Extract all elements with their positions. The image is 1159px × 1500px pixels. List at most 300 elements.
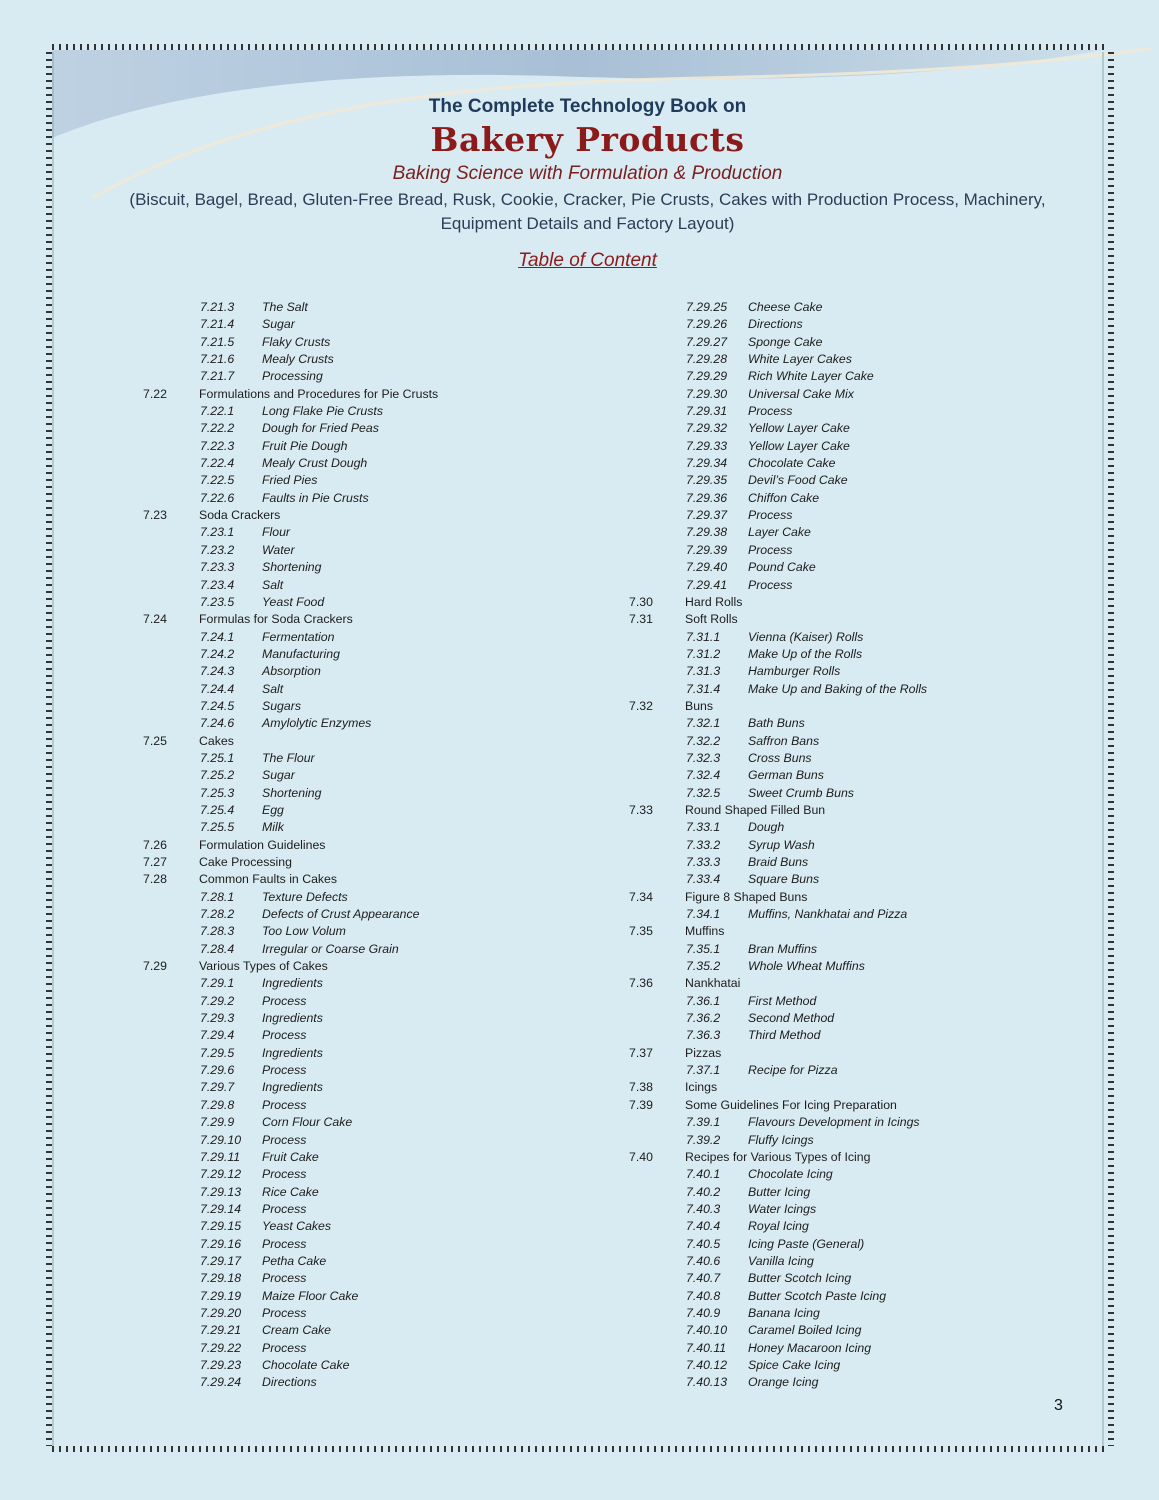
toc-entry-number: 7.29.19 bbox=[200, 1288, 242, 1303]
toc-entry-number: 7.29.18 bbox=[200, 1271, 242, 1286]
toc-entry-number: 7.21.7 bbox=[200, 369, 235, 384]
toc-entry bbox=[629, 1062, 1149, 1079]
toc-entry bbox=[143, 1218, 663, 1235]
toc-entry-number: 7.24.1 bbox=[200, 629, 235, 644]
toc-entry-label: Various Types of Cakes bbox=[199, 959, 328, 974]
toc-entry bbox=[143, 1253, 663, 1270]
toc-entry-number: 7.32.5 bbox=[686, 785, 721, 800]
toc-entry bbox=[143, 316, 663, 333]
toc-entry bbox=[143, 733, 663, 750]
toc-entry-number: 7.29 bbox=[143, 959, 167, 974]
toc-entry-label: Shortening bbox=[262, 560, 322, 575]
toc-entry bbox=[143, 993, 663, 1010]
toc-entry-label: Soft Rolls bbox=[685, 612, 738, 627]
toc-entry-label: Soda Crackers bbox=[199, 508, 281, 523]
toc-entry-label: Cake Processing bbox=[199, 855, 292, 869]
toc-entry-label: Butter Icing bbox=[748, 1184, 811, 1199]
toc-entry-label: The Salt bbox=[262, 300, 308, 314]
toc-entry-number: 7.29.27 bbox=[686, 334, 728, 349]
toc-left-column bbox=[143, 299, 663, 1392]
toc-entry-number: 7.29.30 bbox=[686, 386, 728, 401]
toc-entry bbox=[143, 490, 663, 507]
toc-entry-number: 7.31.2 bbox=[686, 646, 721, 661]
toc-entry-number: 7.29.11 bbox=[200, 1149, 241, 1164]
toc-entry-number: 7.31.3 bbox=[686, 664, 721, 679]
toc-entry-number: 7.36.3 bbox=[686, 1028, 721, 1043]
toc-entry-label: Chocolate Cake bbox=[262, 1357, 350, 1372]
toc-entry bbox=[143, 524, 663, 541]
toc-entry-label: Universal Cake Mix bbox=[748, 386, 854, 401]
toc-entry-label: Chocolate Cake bbox=[748, 456, 836, 471]
toc-entry-number: 7.29.38 bbox=[686, 525, 728, 540]
toc-entry-number: 7.40.2 bbox=[686, 1184, 721, 1199]
toc-entry bbox=[143, 958, 663, 975]
toc-entry-number: 7.40.5 bbox=[686, 1236, 721, 1251]
toc-entry-label: Manufacturing bbox=[262, 646, 340, 661]
toc-entry-number: 7.29.41 bbox=[686, 577, 728, 592]
toc-entry-label: Ingredients bbox=[262, 976, 323, 991]
toc-entry-label: Icing Paste (General) bbox=[748, 1236, 865, 1251]
toc-entry bbox=[143, 1097, 663, 1114]
toc-entry-label: Too Low Volum bbox=[262, 924, 346, 939]
toc-entry-label: Devil’s Food Cake bbox=[748, 473, 848, 488]
toc-entry bbox=[629, 1010, 1149, 1027]
toc-entry-label: Pizzas bbox=[685, 1045, 722, 1060]
toc-entry-number: 7.22.1 bbox=[200, 404, 235, 419]
toc-entry-label: Cheese Cake bbox=[748, 300, 823, 314]
toc-entry-label: Recipe for Pizza bbox=[748, 1063, 838, 1078]
toc-entry bbox=[629, 1374, 1149, 1391]
toc-entry bbox=[629, 715, 1149, 732]
book-series-title: The Complete Technology Book on bbox=[428, 96, 747, 117]
toc-entry-number: 7.36.1 bbox=[686, 993, 721, 1008]
toc-entry-label: Cross Buns bbox=[748, 750, 812, 765]
toc-entry-number: 7.31.1 bbox=[686, 629, 721, 644]
toc-entry-number: 7.21.5 bbox=[200, 334, 235, 349]
toc-entry bbox=[143, 420, 663, 437]
toc-heading: Table of Content bbox=[518, 250, 657, 271]
toc-entry bbox=[143, 542, 663, 559]
toc-entry-number: 7.25.3 bbox=[200, 785, 235, 800]
toc-entry-number: 7.29.20 bbox=[200, 1305, 242, 1320]
toc-entry bbox=[143, 1149, 663, 1166]
toc-entry bbox=[143, 1322, 663, 1339]
toc-entry bbox=[143, 767, 663, 784]
toc-entry-number: 7.23.4 bbox=[200, 577, 235, 592]
toc-entry-label: Directions bbox=[748, 317, 803, 332]
toc-entry-number: 7.40 bbox=[629, 1149, 653, 1164]
page-border-top bbox=[52, 44, 1104, 50]
toc-entry-number: 7.22.3 bbox=[200, 438, 235, 453]
toc-entry-number: 7.24.4 bbox=[200, 681, 235, 696]
toc-entry bbox=[143, 819, 663, 836]
toc-entry-number: 7.22 bbox=[143, 386, 167, 401]
toc-entry-number: 7.29.28 bbox=[686, 352, 728, 367]
toc-entry bbox=[629, 334, 1149, 351]
toc-entry-label: Process bbox=[748, 542, 793, 557]
toc-entry-number: 7.29.7 bbox=[200, 1080, 235, 1095]
toc-entry bbox=[143, 1201, 663, 1218]
toc-entry-number: 7.40.7 bbox=[686, 1271, 721, 1286]
toc-entry-label: Cakes bbox=[199, 733, 234, 748]
toc-entry-label: Figure 8 Shaped Buns bbox=[685, 889, 808, 904]
toc-entry bbox=[629, 438, 1149, 455]
toc-entry-label: First Method bbox=[748, 993, 817, 1008]
toc-entry-label: Salt bbox=[262, 681, 284, 696]
toc-entry-label: Petha Cake bbox=[262, 1253, 327, 1268]
toc-entry bbox=[629, 802, 1149, 819]
toc-entry bbox=[143, 1010, 663, 1027]
toc-entry bbox=[629, 1045, 1149, 1062]
toc-entry-number: 7.36 bbox=[629, 976, 653, 991]
toc-entry bbox=[629, 455, 1149, 472]
toc-entry-label: Process bbox=[262, 1271, 307, 1286]
book-subtitle: Baking Science with Formulation & Production bbox=[392, 163, 783, 184]
toc-entry-label: The Flour bbox=[262, 750, 315, 765]
toc-entry bbox=[143, 559, 663, 576]
toc-entry bbox=[629, 1166, 1149, 1183]
toc-entry-number: 7.28.4 bbox=[200, 941, 235, 956]
toc-entry-number: 7.33 bbox=[629, 802, 653, 817]
toc-entry-label: Formulation Guidelines bbox=[199, 837, 326, 852]
toc-entry-number: 7.32.3 bbox=[686, 750, 721, 765]
toc-entry-number: 7.29.8 bbox=[200, 1097, 235, 1112]
toc-entry-number: 7.34 bbox=[629, 889, 653, 904]
toc-entry bbox=[143, 472, 663, 489]
toc-entry bbox=[629, 542, 1149, 559]
toc-entry-number: 7.32.1 bbox=[686, 716, 721, 731]
toc-entry bbox=[629, 1184, 1149, 1201]
toc-entry-label: Amylolytic Enzymes bbox=[262, 716, 372, 731]
toc-entry-label: Chiffon Cake bbox=[748, 490, 820, 505]
toc-entry-number: 7.40.13 bbox=[686, 1375, 728, 1390]
toc-entry bbox=[629, 507, 1149, 524]
toc-entry bbox=[629, 750, 1149, 767]
toc-entry-number: 7.29.16 bbox=[200, 1236, 242, 1251]
toc-entry-label: Directions bbox=[262, 1375, 317, 1390]
page-border-bottom bbox=[52, 1446, 1104, 1452]
toc-entry-number: 7.22.4 bbox=[200, 456, 235, 471]
toc-entry-number: 7.28 bbox=[143, 872, 167, 887]
toc-entry-label: Vienna (Kaiser) Rolls bbox=[748, 629, 864, 644]
toc-entry bbox=[629, 923, 1149, 940]
toc-entry-number: 7.23.5 bbox=[200, 594, 235, 609]
toc-entry-number: 7.29.37 bbox=[686, 508, 728, 523]
toc-entry bbox=[143, 750, 663, 767]
toc-entry-label: Process bbox=[262, 1201, 307, 1216]
toc-entry-label: Bran Muffins bbox=[748, 941, 818, 956]
toc-entry-label: Process bbox=[262, 993, 307, 1008]
toc-entry-number: 7.33.4 bbox=[686, 872, 721, 887]
toc-entry-label: Recipes for Various Types of Icing bbox=[685, 1149, 871, 1164]
toc-entry-label: Process bbox=[262, 1305, 307, 1320]
toc-entry bbox=[629, 941, 1149, 958]
toc-entry bbox=[143, 1045, 663, 1062]
toc-entry-label: Water Icings bbox=[748, 1201, 817, 1216]
toc-entry-label: Flour bbox=[262, 525, 291, 540]
toc-entry bbox=[629, 594, 1149, 611]
toc-entry-number: 7.32 bbox=[629, 698, 653, 713]
toc-entry bbox=[629, 993, 1149, 1010]
toc-entry bbox=[629, 1027, 1149, 1044]
toc-entry bbox=[143, 1305, 663, 1322]
toc-entry-label: Mealy Crusts bbox=[262, 352, 334, 367]
toc-entry bbox=[629, 368, 1149, 385]
toc-entry bbox=[629, 785, 1149, 802]
toc-entry-label: Process bbox=[262, 1167, 307, 1182]
toc-entry-number: 7.25.4 bbox=[200, 802, 235, 817]
toc-entry-label: Sugar bbox=[262, 317, 295, 332]
toc-entry bbox=[143, 698, 663, 715]
toc-entry-number: 7.29.34 bbox=[686, 456, 728, 471]
toc-entry-number: 7.35.1 bbox=[686, 941, 721, 956]
toc-entry-number: 7.25.1 bbox=[200, 750, 235, 765]
toc-entry-label: Honey Macaroon Icing bbox=[748, 1340, 872, 1355]
toc-entry-number: 7.29.35 bbox=[686, 473, 728, 488]
toc-entry bbox=[143, 923, 663, 940]
toc-entry-label: Ingredients bbox=[262, 1080, 323, 1095]
toc-entry bbox=[629, 611, 1149, 628]
toc-entry bbox=[143, 334, 663, 351]
toc-entry-number: 7.39.2 bbox=[686, 1132, 721, 1147]
toc-entry bbox=[629, 854, 1149, 871]
toc-entry-number: 7.29.9 bbox=[200, 1115, 235, 1130]
toc-entry-label: Icings bbox=[685, 1080, 718, 1095]
toc-entry-label: Cream Cake bbox=[262, 1323, 332, 1338]
toc-entry-label: Butter Scotch Paste Icing bbox=[748, 1288, 887, 1303]
toc-entry-label: Sponge Cake bbox=[748, 334, 823, 349]
toc-entry-number: 7.25.2 bbox=[200, 768, 235, 783]
toc-entry-label: Irregular or Coarse Grain bbox=[262, 941, 399, 956]
toc-entry bbox=[629, 1097, 1149, 1114]
toc-entry-number: 7.40.3 bbox=[686, 1201, 721, 1216]
toc-entry-label: Yellow Layer Cake bbox=[748, 438, 850, 453]
toc-entry-label: Make Up of the Rolls bbox=[748, 646, 863, 661]
toc-entry-label: Buns bbox=[685, 698, 714, 713]
toc-entry-number: 7.28.3 bbox=[200, 924, 235, 939]
toc-entry-number: 7.40.11 bbox=[686, 1340, 727, 1355]
toc-entry-number: 7.37.1 bbox=[686, 1063, 721, 1078]
toc-entry-label: Process bbox=[262, 1340, 307, 1355]
toc-entry-number: 7.29.10 bbox=[200, 1132, 242, 1147]
toc-entry-number: 7.29.24 bbox=[200, 1375, 242, 1390]
toc-entry-label: Flaky Crusts bbox=[262, 334, 331, 349]
toc-entry-label: Process bbox=[262, 1132, 307, 1147]
toc-entry-label: Process bbox=[262, 1236, 307, 1251]
toc-entry bbox=[629, 958, 1149, 975]
toc-entry-label: Ingredients bbox=[262, 1011, 323, 1026]
toc-entry bbox=[629, 316, 1149, 333]
toc-entry bbox=[629, 559, 1149, 576]
toc-entry bbox=[143, 854, 663, 871]
toc-entry-number: 7.22.2 bbox=[200, 421, 235, 436]
toc-entry-label: Process bbox=[262, 1097, 307, 1112]
toc-entry bbox=[143, 681, 663, 698]
toc-entry bbox=[629, 403, 1149, 420]
toc-entry bbox=[629, 629, 1149, 646]
toc-entry-label: Make Up and Baking of the Rolls bbox=[748, 681, 928, 696]
toc-entry bbox=[143, 1027, 663, 1044]
toc-entry-label: Common Faults in Cakes bbox=[199, 872, 338, 887]
toc-entry-label: Round Shaped Filled Bun bbox=[685, 802, 826, 817]
toc-entry bbox=[629, 1253, 1149, 1270]
toc-entry-label: Chocolate Icing bbox=[748, 1167, 833, 1182]
toc-entry-number: 7.29.26 bbox=[686, 317, 728, 332]
toc-entry-label: Process bbox=[262, 1028, 307, 1043]
toc-entry bbox=[143, 594, 663, 611]
toc-entry-number: 7.32.2 bbox=[686, 733, 721, 748]
toc-entry bbox=[629, 386, 1149, 403]
toc-entry-number: 7.29.12 bbox=[200, 1167, 242, 1182]
toc-entry-number: 7.29.31 bbox=[686, 404, 728, 419]
toc-entry-number: 7.22.6 bbox=[200, 490, 235, 505]
book-title: Bakery Products bbox=[430, 120, 745, 159]
toc-entry-number: 7.29.14 bbox=[200, 1201, 242, 1216]
toc-entry-label: Pound Cake bbox=[748, 560, 816, 575]
toc-entry-number: 7.29.25 bbox=[686, 300, 728, 314]
toc-entry-number: 7.29.15 bbox=[200, 1219, 242, 1234]
toc-entry bbox=[629, 1236, 1149, 1253]
toc-entry-label: Caramel Boiled Icing bbox=[748, 1323, 862, 1338]
toc-entry bbox=[629, 767, 1149, 784]
toc-entry bbox=[143, 1062, 663, 1079]
toc-entry-number: 7.33.3 bbox=[686, 855, 721, 869]
toc-entry-number: 7.24.3 bbox=[200, 664, 235, 679]
toc-entry bbox=[629, 733, 1149, 750]
toc-entry-number: 7.34.1 bbox=[686, 907, 721, 922]
toc-entry bbox=[143, 802, 663, 819]
toc-entry-label: Royal Icing bbox=[748, 1219, 809, 1234]
toc-entry bbox=[629, 1079, 1149, 1096]
toc-entry-number: 7.29.5 bbox=[200, 1045, 235, 1060]
toc-entry-label: Water bbox=[262, 542, 295, 557]
toc-entry-label: Banana Icing bbox=[748, 1305, 820, 1320]
toc-entry bbox=[143, 1288, 663, 1305]
toc-entry-label: Faults in Pie Crusts bbox=[262, 490, 369, 505]
toc-entry-label: Saffron Bans bbox=[748, 733, 820, 748]
toc-entry-label: Second Method bbox=[748, 1011, 835, 1026]
toc-entry bbox=[143, 351, 663, 368]
toc-entry-label: Layer Cake bbox=[748, 525, 811, 540]
page-number: 3 bbox=[1054, 1397, 1063, 1414]
toc-entry-number: 7.36.2 bbox=[686, 1011, 721, 1026]
toc-entry-label: Corn Flour Cake bbox=[262, 1115, 353, 1130]
toc-entry bbox=[629, 871, 1149, 888]
toc-entry-number: 7.40.4 bbox=[686, 1219, 721, 1234]
toc-entry bbox=[143, 1114, 663, 1131]
toc-entry bbox=[143, 438, 663, 455]
toc-entry-number: 7.25 bbox=[143, 733, 167, 748]
toc-entry-label: Some Guidelines For Icing Preparation bbox=[685, 1097, 897, 1112]
toc-entry-label: Texture Defects bbox=[262, 889, 348, 904]
toc-entry-label: Process bbox=[748, 577, 793, 592]
toc-entry-number: 7.35 bbox=[629, 924, 653, 939]
toc-entry bbox=[143, 975, 663, 992]
toc-entry-number: 7.29.39 bbox=[686, 542, 728, 557]
toc-entry bbox=[143, 646, 663, 663]
toc-entry bbox=[629, 1322, 1149, 1339]
toc-entry-label: Muffins bbox=[685, 924, 725, 939]
toc-entry bbox=[143, 299, 663, 316]
toc-entry-label: Long Flake Pie Crusts bbox=[262, 404, 383, 419]
toc-entry-label: Whole Wheat Muffins bbox=[748, 959, 865, 974]
toc-entry bbox=[143, 368, 663, 385]
toc-entry-label: Hamburger Rolls bbox=[748, 664, 841, 679]
toc-entry-number: 7.30 bbox=[629, 594, 653, 609]
toc-entry-label: Spice Cake Icing bbox=[748, 1357, 841, 1372]
toc-entry bbox=[143, 1270, 663, 1287]
toc-entry-label: Fried Pies bbox=[262, 473, 318, 488]
toc-entry bbox=[629, 1270, 1149, 1287]
toc-entry bbox=[143, 1236, 663, 1253]
toc-entry-label: Sugars bbox=[262, 698, 301, 713]
toc-entry bbox=[143, 1184, 663, 1201]
toc-entry-number: 7.22.5 bbox=[200, 473, 235, 488]
toc-entry-label: Rich White Layer Cake bbox=[748, 369, 874, 384]
toc-entry-number: 7.21.3 bbox=[200, 300, 235, 314]
toc-entry-number: 7.31.4 bbox=[686, 681, 721, 696]
toc-entry-label: Process bbox=[748, 508, 793, 523]
toc-entry-number: 7.21.4 bbox=[200, 317, 235, 332]
toc-entry-label: Shortening bbox=[262, 785, 322, 800]
toc-entry bbox=[143, 1166, 663, 1183]
toc-entry bbox=[629, 681, 1149, 698]
toc-entry-number: 7.29.13 bbox=[200, 1184, 242, 1199]
toc-entry-label: Process bbox=[262, 1063, 307, 1078]
toc-entry bbox=[143, 611, 663, 628]
toc-entry-label: Salt bbox=[262, 577, 284, 592]
toc-entry bbox=[143, 941, 663, 958]
toc-entry bbox=[629, 698, 1149, 715]
toc-entry-label: Butter Scotch Icing bbox=[748, 1271, 852, 1286]
toc-entry bbox=[143, 577, 663, 594]
toc-entry-number: 7.25.5 bbox=[200, 820, 235, 835]
toc-entry bbox=[143, 871, 663, 888]
toc-entry-label: Nankhatai bbox=[685, 976, 741, 991]
toc-entry bbox=[629, 646, 1149, 663]
toc-entry bbox=[629, 1201, 1149, 1218]
toc-entry-number: 7.26 bbox=[143, 837, 167, 852]
toc-entry bbox=[143, 1357, 663, 1374]
toc-entry-number: 7.39 bbox=[629, 1097, 653, 1112]
toc-entry bbox=[629, 1218, 1149, 1235]
toc-entry bbox=[629, 975, 1149, 992]
toc-entry bbox=[629, 1305, 1149, 1322]
toc-entry-label: Orange Icing bbox=[748, 1375, 819, 1390]
toc-entry bbox=[143, 889, 663, 906]
toc-entry bbox=[143, 507, 663, 524]
toc-entry-number: 7.35.2 bbox=[686, 959, 721, 974]
toc-entry-label: Formulations and Procedures for Pie Crusts bbox=[199, 386, 439, 401]
toc-entry bbox=[629, 351, 1149, 368]
toc-entry-label: Processing bbox=[262, 369, 323, 384]
toc-entry-number: 7.24.6 bbox=[200, 716, 235, 731]
toc-right-column bbox=[629, 299, 1149, 1392]
toc-entry-label: Syrup Wash bbox=[748, 837, 815, 852]
toc-entry-label: Hard Rolls bbox=[685, 594, 743, 609]
toc-entry-number: 7.29.2 bbox=[200, 993, 235, 1008]
toc-entry-label: Mealy Crust Dough bbox=[262, 456, 368, 471]
toc-entry-number: 7.33.1 bbox=[686, 820, 721, 835]
toc-entry-number: 7.31 bbox=[629, 612, 653, 627]
toc-entry bbox=[143, 1340, 663, 1357]
toc-entry-number: 7.24.2 bbox=[200, 646, 235, 661]
toc-entry-label: Defects of Crust Appearance bbox=[262, 907, 420, 922]
toc-entry-label: Absorption bbox=[262, 664, 321, 679]
toc-entry bbox=[629, 1288, 1149, 1305]
toc-entry-number: 7.29.4 bbox=[200, 1028, 235, 1043]
toc-entry bbox=[629, 819, 1149, 836]
